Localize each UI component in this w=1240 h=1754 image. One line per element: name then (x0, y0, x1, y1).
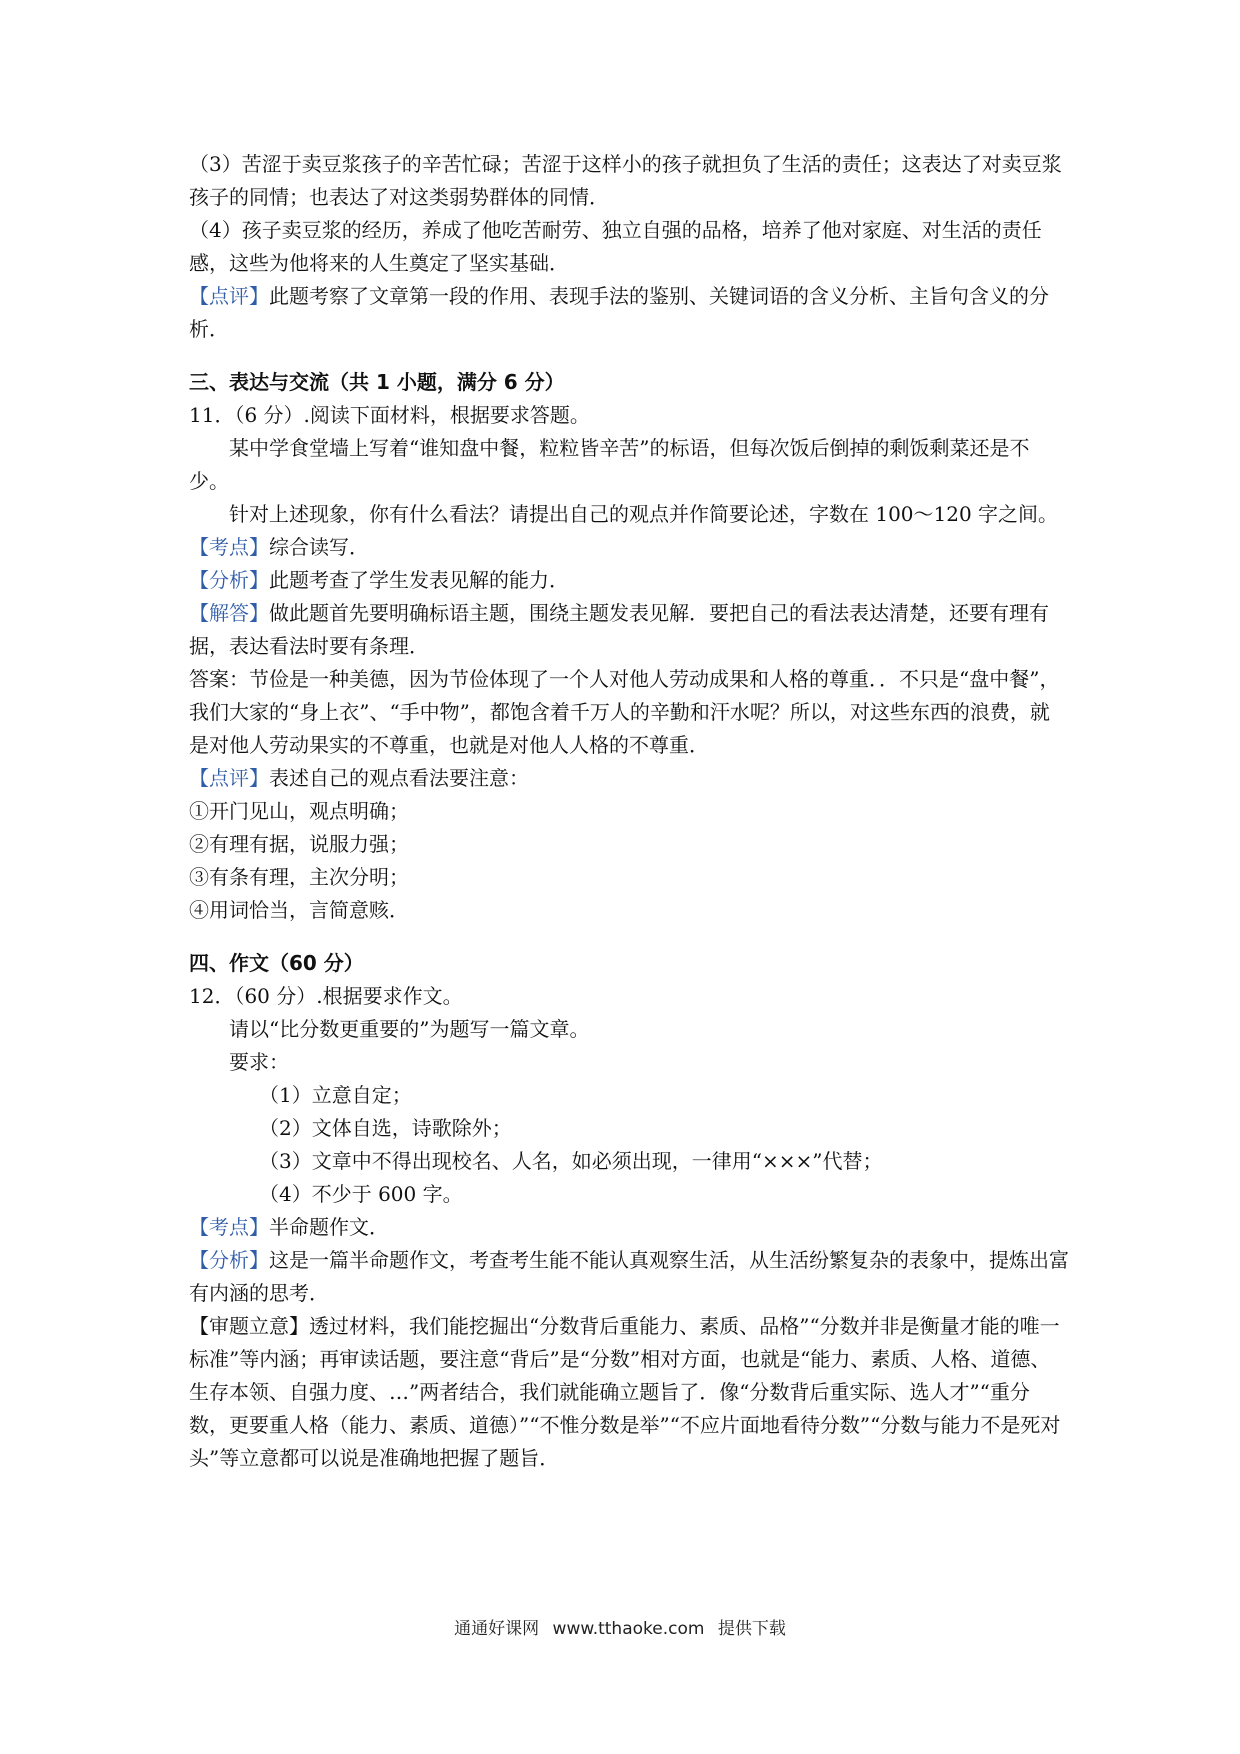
comment-paragraph (189, 280, 1069, 346)
fenxi-paragraph (189, 564, 1069, 597)
dianping-text: 表述自己的观点看法要注意： (269, 766, 529, 790)
answer-item-3: （3）苦涩于卖豆浆孩子的辛苦忙碌；苦涩于这样小的孩子就担负了生活的责任；这表达了对卖豆浆孩子的同情；也表达了对这类弱势群体的同情． (189, 152, 1062, 209)
kaodian-tag-12: 【考点】 (189, 1215, 269, 1239)
kaodian-text: 综合读写． (269, 535, 369, 559)
answer-item-4: （4）孩子卖豆浆的经历，养成了他吃苦耐劳、独立自强的品格，培养了他对家庭、对生活的责任感，这些为他将来的人生奠定了坚实基础． (189, 218, 1042, 275)
jieda-paragraph (189, 597, 1069, 663)
requirement-3: （3）文章中不得出现校名、人名，如必须出现，一律用“×××”代替； (259, 1149, 883, 1173)
dianping-tag: 【点评】 (189, 766, 269, 790)
section-4-heading: 四、作文（60 分） (189, 951, 364, 975)
question-12-title: 12．（60 分）.根据要求作文。 (189, 984, 463, 1008)
requirement-4: （4）不少于 600 字。 (259, 1182, 463, 1206)
comment-tag: 【点评】 (189, 284, 269, 308)
kaodian-tag: 【考点】 (189, 535, 269, 559)
section-3-heading: 三、表达与交流（共 1 小题，满分 6 分） (189, 370, 565, 394)
comment-text: 此题考察了文章第一段的作用、表现手法的鉴别、关键词语的含义分析、主旨句含义的分析． (189, 284, 1049, 341)
shenti-paragraph: 【审题立意】透过材料，我们能挖掘出“分数背后重能力、素质、品格”“分数并非是衡量才能的唯一标准”等内涵；再审读话题，要注意“背后”是“分数”相对方面，也就是“能力、素质、人格、道德、生存本领、自强力度、…”两者结合，我们就能确立题旨了．像“分数背后重实际、选人才”“重分数，更要重人格（能力、素质、道德）”“不惟分数是举”“不应片面地看待分数”“分数与能力不是死对头”等立意都可以说是准确地把握了题旨． (189, 1314, 1061, 1470)
dianping-paragraph (189, 762, 1069, 795)
requirement-2: （2）文体自选，诗歌除外； (259, 1116, 512, 1140)
requirement-label: 要求： (229, 1050, 289, 1074)
fenxi-paragraph-12 (189, 1244, 1069, 1310)
fenxi-tag-12: 【分析】 (189, 1248, 269, 1272)
question-11-requirement: 针对上述现象，你有什么看法？请提出自己的观点并作简要论述，字数在 100～120 字之间。 (229, 502, 1059, 526)
jieda-text: 做此题首先要明确标语主题，围绕主题发表见解．要把自己的看法表达清楚，还要有理有据，表达看法时要有条理． (189, 601, 1049, 658)
question-11-title: 11．（6 分）.阅读下面材料，根据要求答题。 (189, 403, 590, 427)
point-3: ③有条有理，主次分明； (189, 865, 409, 889)
jieda-tag: 【解答】 (189, 601, 269, 625)
point-2: ②有理有据，说服力强； (189, 832, 409, 856)
footer-site-name: 通通好课网 (454, 1619, 540, 1639)
requirement-1: （1）立意自定； (259, 1083, 412, 1107)
point-4: ④用词恰当，言简意赅． (189, 898, 409, 922)
answer-paragraph: 答案：节俭是一种美德，因为节俭体现了一个人对他人劳动成果和人格的尊重．．不只是“盘中餐”，我们大家的“身上衣”、“手中物”，都饱含着千万人的辛勤和汗水呢？所以，对这些东西的浪费，就是对他人劳动果实的不尊重，也就是对他人人格的不尊重． (189, 667, 1060, 757)
kaodian-paragraph-12 (189, 1211, 1069, 1244)
page-footer (0, 1614, 1240, 1639)
footer-url[interactable]: www.tthaoke.com (552, 1619, 705, 1639)
fenxi-tag: 【分析】 (189, 568, 269, 592)
kaodian-paragraph (189, 531, 1069, 564)
question-11-material: 某中学食堂墙上写着“谁知盘中餐，粒粒皆辛苦”的标语，但每次饭后倒掉的剩饭剩菜还是不少。 (189, 436, 1030, 493)
document-body (189, 148, 1069, 1475)
fenxi-text: 此题考查了学生发表见解的能力． (269, 568, 569, 592)
question-12-prompt: 请以“比分数更重要的”为题写一篇文章。 (229, 1017, 590, 1041)
footer-suffix: 提供下载 (717, 1619, 786, 1639)
fenxi-text-12: 这是一篇半命题作文，考查考生能不能认真观察生活，从生活纷繁复杂的表象中，提炼出富有内涵的思考． (189, 1248, 1069, 1305)
kaodian-text-12: 半命题作文． (269, 1215, 389, 1239)
point-1: ①开门见山，观点明确； (189, 799, 409, 823)
